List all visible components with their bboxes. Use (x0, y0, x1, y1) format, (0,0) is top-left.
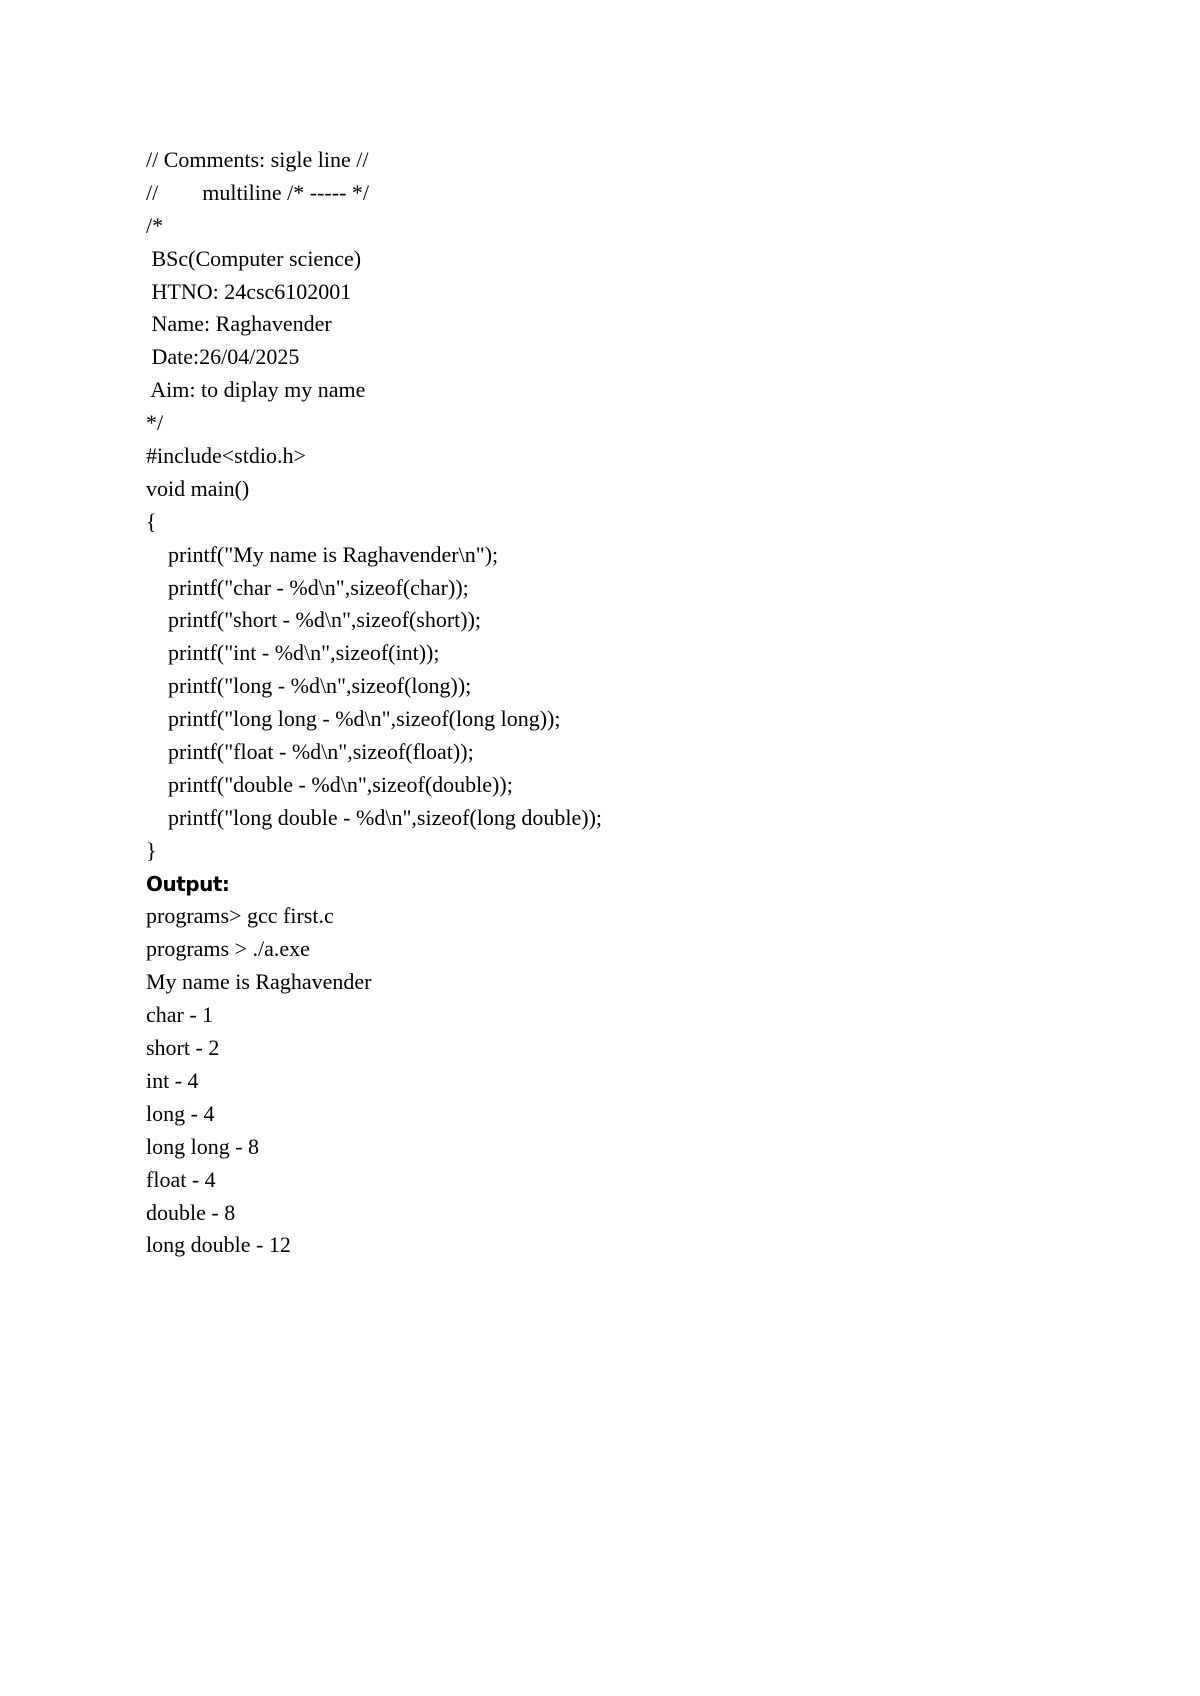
output-line: My name is Raghavender (146, 969, 372, 995)
output-line: programs> gcc first.c (146, 903, 334, 929)
output-line: short - 2 (146, 1035, 220, 1061)
output-line: long long - 8 (146, 1133, 260, 1159)
code-statement: printf("short - %d\n",sizeof(short)); (168, 607, 482, 633)
comment-multi-line: // multiline /* ----- */ (146, 179, 370, 205)
output-line: int - 4 (146, 1067, 199, 1093)
code-statement: printf("double - %d\n",sizeof(double)); (168, 771, 513, 797)
code-statement: printf("long long - %d\n",sizeof(long long)); (168, 706, 561, 732)
code-statement: printf("char - %d\n",sizeof(char)); (168, 574, 469, 600)
output-line: float - 4 (146, 1166, 216, 1192)
course-line: BSc(Computer science) (146, 245, 362, 271)
code-statement: printf("long double - %d\n",sizeof(long double)); (168, 804, 603, 830)
code-statement: printf("float - %d\n",sizeof(float)); (168, 739, 474, 765)
output-heading: Output: (146, 871, 230, 896)
document-body (146, 144, 1046, 1262)
output-line: char - 1 (146, 1002, 214, 1028)
date-line: Date:26/04/2025 (146, 344, 300, 370)
name-line: Name: Raghavender (146, 311, 332, 337)
code-statement: printf("int - %d\n",sizeof(int)); (168, 640, 440, 666)
main-signature: void main() (146, 475, 250, 501)
output-line: long - 4 (146, 1100, 215, 1126)
comment-single-line: // Comments: sigle line // (146, 147, 369, 172)
output-line: double - 8 (146, 1199, 236, 1225)
include-directive: #include<stdio.h> (146, 443, 306, 469)
output-line: long double - 12 (146, 1232, 291, 1258)
aim-line: Aim: to diplay my name (146, 377, 366, 403)
output-line: programs > ./a.exe (146, 936, 310, 962)
code-statement: printf("My name is Raghavender\n"); (168, 541, 499, 567)
brace-close: } (146, 837, 157, 863)
block-comment-close: */ (146, 410, 164, 436)
block-comment-open: /* (146, 212, 164, 238)
htno-line: HTNO: 24csc6102001 (146, 278, 352, 304)
code-statement: printf("long - %d\n",sizeof(long)); (168, 673, 472, 699)
brace-open: { (146, 508, 157, 534)
